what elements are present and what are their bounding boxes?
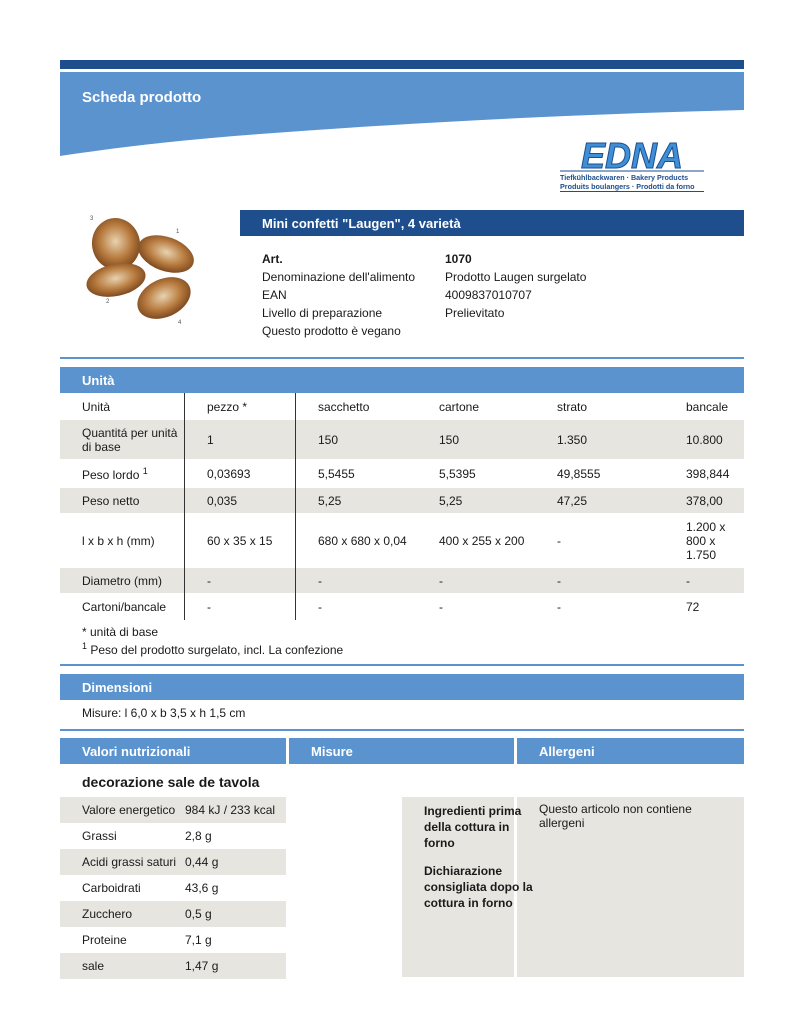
- section-header-units: [60, 367, 744, 393]
- nutrient-label: Zucchero: [60, 901, 185, 927]
- table-cell: 60 x 35 x 15: [185, 513, 296, 568]
- nutrient-label: Proteine: [82, 933, 127, 947]
- divider: [60, 357, 744, 359]
- nutrient-label: Grassi: [82, 829, 117, 843]
- info-value: 1070: [445, 252, 472, 266]
- info-label: Art.: [262, 252, 283, 266]
- table-header-cell: cartone: [439, 399, 480, 414]
- nutrient-value: 0,5 g: [185, 901, 286, 927]
- misure-before-baking: Ingredienti prima della cottura in forno: [424, 804, 522, 850]
- info-value: Prodotto Laugen surgelato: [445, 270, 587, 284]
- section-title: Dimensioni: [82, 680, 153, 695]
- info-label: Denominazione dell'alimento: [262, 270, 416, 284]
- product-info: [262, 250, 662, 340]
- nutrient-value: 984 kJ / 233 kcal: [185, 797, 286, 823]
- misure-after-baking: Dichiarazione consigliata dopo la cottura in forno: [424, 864, 533, 910]
- table-cell: 1.350: [535, 420, 664, 459]
- table-cell: -: [439, 599, 443, 614]
- row-label: l x b x h (mm): [60, 513, 185, 568]
- info-row-vegan: [262, 322, 662, 340]
- table-cell: -: [185, 593, 296, 620]
- table-cell: -: [318, 599, 322, 614]
- footnote-marker: 1: [82, 641, 88, 651]
- info-value: Prelievitato: [445, 306, 505, 320]
- table-cell: -: [535, 568, 664, 593]
- table-row: [60, 823, 286, 849]
- footnote-gross-weight: [82, 641, 343, 657]
- table-cell: 49,8555: [557, 466, 601, 481]
- nutrient-value: 43,6 g: [185, 881, 219, 895]
- image-label: 4: [178, 320, 182, 326]
- section-header-allergens: [517, 738, 744, 764]
- table-header-cell: bancale: [686, 399, 729, 414]
- row-label: [60, 459, 185, 488]
- table-cell: 5,5395: [439, 466, 476, 481]
- table-cell: 5,5455: [318, 466, 355, 481]
- row-label: Peso netto: [60, 488, 185, 513]
- header-top-bar: [60, 60, 744, 69]
- table-cell: 0,035: [185, 488, 296, 513]
- table-row: [60, 927, 286, 953]
- image-label: 1: [176, 229, 180, 235]
- footnote-text: Peso del prodotto surgelato, incl. La confezione: [90, 643, 344, 657]
- table-row: [60, 953, 286, 979]
- footnote-marker: 1: [142, 465, 148, 476]
- image-label: 3: [90, 216, 94, 222]
- product-title: Mini confetti "Laugen", 4 varietà: [262, 216, 461, 231]
- table-cell: -: [296, 568, 418, 593]
- units-table: [60, 393, 744, 620]
- row-label-text: Peso lordo: [82, 467, 140, 482]
- table-header-cell: strato: [557, 399, 588, 414]
- section-header-dimensions: [60, 674, 744, 700]
- table-row: [60, 459, 744, 488]
- table-cell: 0,03693: [185, 459, 296, 488]
- table-cell: 680 x 680 x 0,04: [318, 533, 407, 548]
- nutrition-subheading: decorazione sale de tavola: [82, 774, 260, 790]
- logo-brand: EDNA: [580, 137, 684, 176]
- nutrient-label: sale: [60, 953, 185, 979]
- section-title: Valori nutrizionali: [82, 744, 191, 759]
- table-row: [60, 488, 744, 513]
- table-cell: 72: [686, 599, 700, 614]
- table-cell: 47,25: [535, 488, 664, 513]
- table-header-cell: pezzo *: [185, 393, 296, 420]
- logo-line-2: Produits boulangers · Prodotti da forno: [560, 182, 695, 191]
- info-row-preparation: [262, 304, 662, 322]
- nutrient-label: Acidi grassi saturi: [60, 849, 185, 875]
- section-header-nutrition: [60, 738, 286, 764]
- row-label: Quantitá per unità di base: [60, 420, 185, 459]
- table-cell: 1: [185, 420, 296, 459]
- row-label: Cartoni/bancale: [60, 593, 185, 620]
- table-row: [60, 593, 744, 620]
- logo-line-1: Tiefkühlbackwaren · Bakery Products: [560, 173, 689, 182]
- table-cell: 398,844: [686, 466, 730, 481]
- info-row-denomination: [262, 268, 662, 286]
- section-title: Unità: [82, 373, 115, 388]
- table-cell: 5,25: [296, 488, 418, 513]
- dimensions-text: Misure: l 6,0 x b 3,5 x h 1,5 cm: [82, 706, 246, 720]
- table-cell: 150: [296, 420, 418, 459]
- nutrient-value: 2,8 g: [185, 829, 212, 843]
- page-title: Scheda prodotto: [82, 89, 202, 106]
- section-title: Misure: [311, 744, 353, 759]
- table-row: [60, 568, 744, 593]
- table-cell: 400 x 255 x 200: [439, 533, 525, 548]
- divider: [60, 729, 744, 731]
- info-label: EAN: [262, 288, 287, 302]
- info-value: 4009837010707: [445, 288, 532, 302]
- misure-content: [424, 803, 536, 911]
- table-cell: -: [664, 568, 744, 593]
- info-row-ean: [262, 286, 662, 304]
- table-row: [60, 797, 286, 823]
- product-image: [80, 210, 204, 330]
- nutrient-label: Carboidrati: [82, 881, 141, 895]
- table-cell: -: [557, 533, 561, 548]
- nutrient-value: 1,47 g: [185, 953, 286, 979]
- table-header-cell: Unità: [60, 393, 185, 420]
- nutrition-table: [60, 797, 286, 979]
- table-cell: 1.200 x 800 x 1.750: [686, 519, 726, 562]
- info-row-article: [262, 250, 662, 268]
- divider: [60, 664, 744, 666]
- row-label: Diametro (mm): [60, 568, 185, 593]
- table-header-cell: sacchetto: [318, 399, 370, 414]
- image-label: 2: [106, 299, 110, 305]
- section-header-misure: [289, 738, 514, 764]
- table-row: [60, 420, 744, 459]
- nutrient-value: 7,1 g: [185, 933, 212, 947]
- table-cell: 378,00: [664, 488, 744, 513]
- info-label: Livello di preparazione: [262, 306, 383, 320]
- table-cell: 5,25: [417, 488, 535, 513]
- table-row: [60, 875, 286, 901]
- footnote-base-unit: * unità di base: [82, 625, 159, 639]
- table-cell: 150: [417, 420, 535, 459]
- edna-logo: [556, 137, 708, 193]
- table-cell: -: [185, 568, 296, 593]
- table-row: [60, 849, 286, 875]
- nutrient-label: Valore energetico: [60, 797, 185, 823]
- table-header-row: [60, 393, 744, 420]
- nutrient-value: 0,44 g: [185, 849, 286, 875]
- table-cell: -: [417, 568, 535, 593]
- table-row: [60, 901, 286, 927]
- section-title: Allergeni: [539, 744, 595, 759]
- table-cell: -: [557, 599, 561, 614]
- allergen-text: Questo articolo non contiene allergeni: [539, 802, 692, 830]
- table-cell: 10.800: [664, 420, 744, 459]
- table-row: [60, 513, 744, 568]
- info-label: Questo prodotto è vegano: [262, 324, 401, 338]
